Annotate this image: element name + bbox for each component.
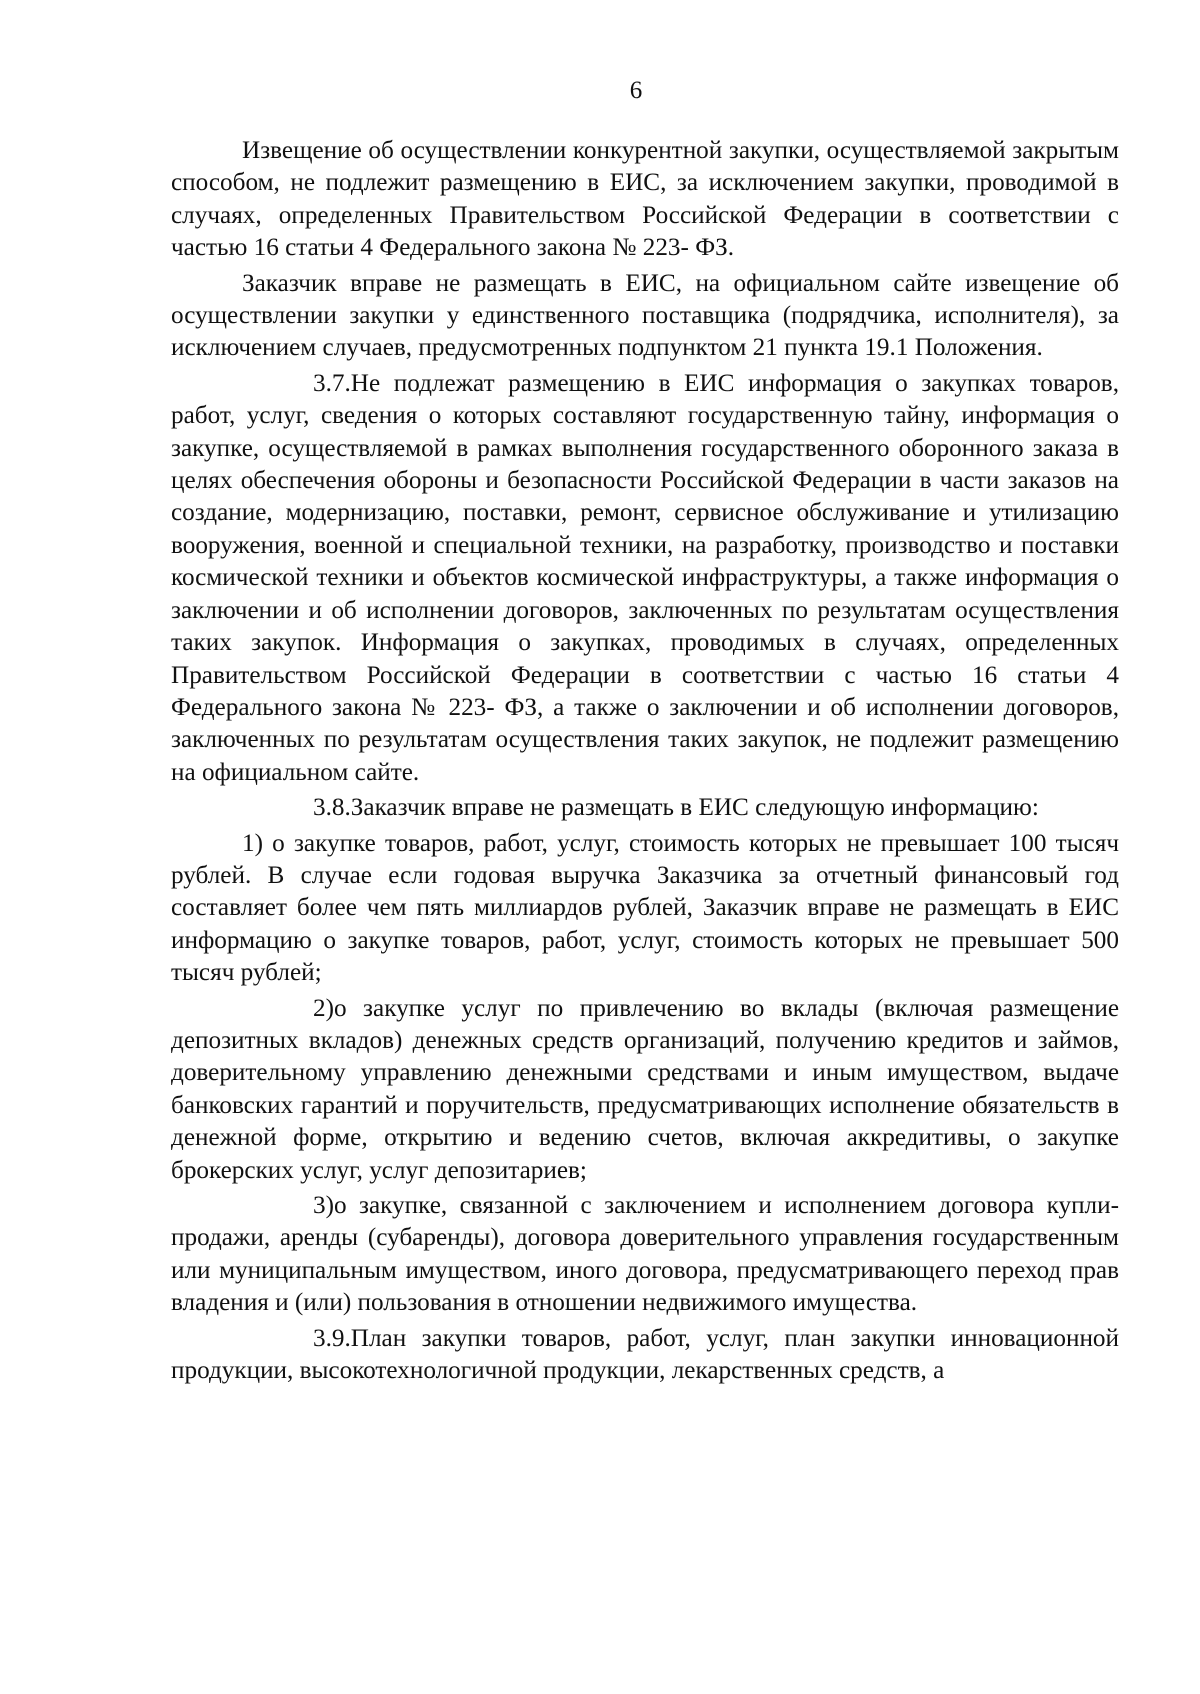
clause-3-9 <box>171 1323 1119 1388</box>
paragraph-single-supplier-notice <box>171 268 1119 365</box>
list-item-2 <box>171 993 1119 1187</box>
item-number: 2) <box>313 994 334 1022</box>
paragraph-text: Извещение об осуществлении конкурентной закупки, осуществляемой закрытым способом, не подлежит размещению в ЕИС, за исключением закупки, проводимой в случаях, определенных Правительством Российской Федерации в соответствии с частью 16 статьи 4 Федерального закона № 223- ФЗ. <box>171 137 1119 262</box>
paragraph-text: Заказчик вправе не размещать в ЕИС следующую информацию: <box>350 794 1039 822</box>
clause-3-8 <box>171 792 1119 824</box>
page-number: 6 <box>629 77 643 104</box>
paragraph-notice-closed-procurement <box>171 135 1119 265</box>
list-item-3 <box>171 1190 1119 1320</box>
paragraph-text: 1) о закупке товаров, работ, услуг, стоимость которых не превышает 100 тысяч рублей. В случае если годовая выручка Заказчика за отчетный финансовый год составляет более чем пять миллиардов рублей, Заказчик вправе не размещать в ЕИС информацию о закупке товаров, работ, услуг, стоимость которых не превышает 500 тысяч рублей; <box>171 829 1119 987</box>
clause-number: 3.8. <box>313 794 351 822</box>
paragraph-text: План закупки товаров, работ, услуг, план закупки инновационной продукции, высокотехнологичной продукции, лекарственных средств, а <box>171 1324 1119 1385</box>
clause-3-7 <box>171 368 1119 789</box>
item-number: 3) <box>313 1192 334 1219</box>
paragraph-text: о закупке услуг по привлечению во вклады (включая размещение депозитных вкладов) денежных средств организаций, получению кредитов и займов, доверительному управлению денежными средствами и иным имуществом, выдаче банковских гарантий и поручительств, предусматривающих исполнение обязательств в денежной форме, открытию и ведению счетов, включая аккредитивы, о закупке брокерских услуг, услуг депозитариев; <box>171 994 1119 1184</box>
paragraph-text: о закупке, связанной с заключением и исполнением договора купли-продажи, аренды (субаренды), договора доверительного управления государственным или муниципальным имуществом, иного договора, предусматривающего переход прав владения и (или) пользования в отношении недвижимого имущества. <box>171 1192 1119 1317</box>
clause-number: 3.7. <box>313 369 351 397</box>
clause-number: 3.9. <box>313 1324 351 1352</box>
paragraph-text: Заказчик вправе не размещать в ЕИС, на официальном сайте извещение об осуществлении закупки у единственного поставщика (подрядчика, исполнителя), за исключением случаев, предусмотренных подпунктом 21 пункта 19.1 Положения. <box>171 269 1119 362</box>
paragraph-text: Не подлежат размещению в ЕИС информация о закупках товаров, работ, услуг, сведения о которых составляют государственную тайну, информация о закупке, осуществляемой в рамках выполнения государственного оборонного заказа в целях обеспечения обороны и безопасности Российской Федерации в части заказов на создание, модернизацию, поставки, ремонт, сервисное обслуживание и утилизацию вооружения, военной и специальной техники, на разработку, производство и поставки космической техники и объектов космической инфраструктуры, а также информация о заключении и об исполнении договоров, заключенных по результатам осуществления таких закупок. Информация о закупках, проводимых в случаях, определенных Правительством Российской Федерации в соответствии с частью 16 статьи 4 Федерального закона № 223- ФЗ, а также о заключении и об исполнении договоров, заключенных по результатам осуществления таких закупок, не подлежит размещению на официальном сайте. <box>171 369 1119 786</box>
document-body <box>171 135 1119 1390</box>
list-item-1 <box>171 828 1119 990</box>
